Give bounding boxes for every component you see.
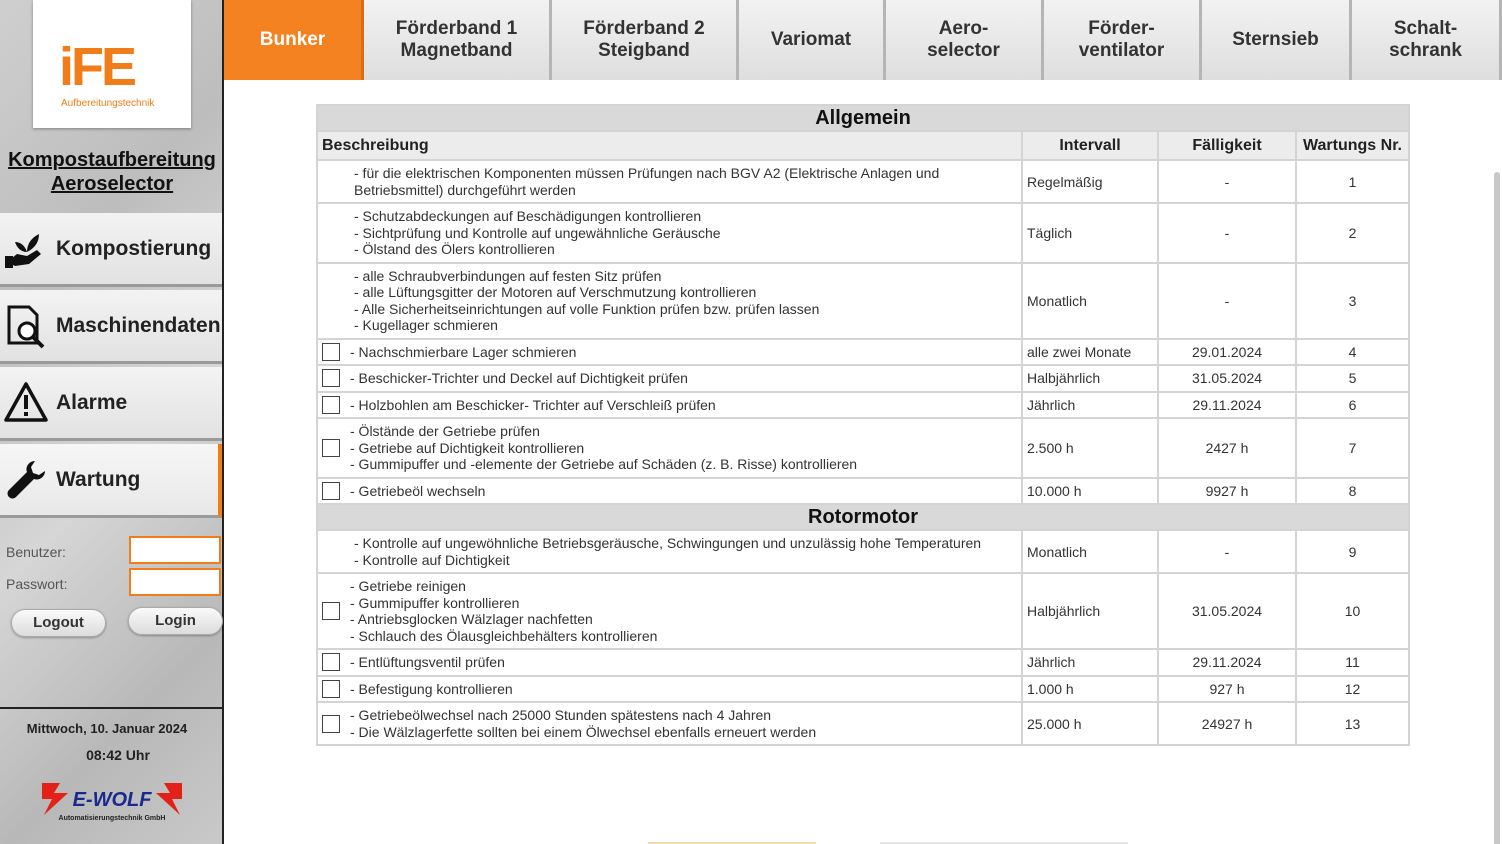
nav-item-maschinendaten[interactable] xyxy=(0,290,222,364)
row-number: 13 xyxy=(1296,702,1409,745)
description-line: - Ölstand des Ölers kontrollieren xyxy=(354,241,555,257)
tab-foerderband-2[interactable]: Förderband 2 Steigband xyxy=(552,0,739,80)
description-line: - Die Wälzlagerfette sollten bei einem Ölwechsel ebenfalls erneuert werden xyxy=(350,723,817,740)
sidebar xyxy=(0,0,224,844)
description-line: - Schutzabdeckungen auf Beschädigungen kontrollieren xyxy=(354,208,702,224)
row-number: 12 xyxy=(1296,676,1409,703)
row-description xyxy=(317,418,1022,478)
nav-label-kompostierung: Kompostierung xyxy=(56,236,212,260)
password-row xyxy=(6,568,220,598)
project-title-line1: Kompostaufbereitung xyxy=(8,149,216,171)
tab-sternsieb[interactable]: Sternsieb xyxy=(1202,0,1352,80)
row-number: 7 xyxy=(1296,418,1409,478)
table-row xyxy=(317,365,1409,392)
section-header xyxy=(317,105,1409,131)
tab-foerderventilator[interactable]: Förder- ventilator xyxy=(1044,0,1202,80)
row-interval: Halbjährlich xyxy=(1022,573,1158,649)
username-input[interactable] xyxy=(129,536,221,564)
description-lines xyxy=(322,208,1015,258)
description-lines xyxy=(322,654,1015,671)
column-header-due: Fälligkeit xyxy=(1158,131,1296,160)
row-due: - xyxy=(1158,263,1296,339)
brand-tagline: Automatisierungstechnik GmbH xyxy=(58,815,166,822)
row-number: 2 xyxy=(1296,203,1409,263)
password-label: Passwort: xyxy=(6,576,68,592)
row-number: 10 xyxy=(1296,573,1409,649)
description-lines xyxy=(322,578,1015,644)
row-interval: 25.000 h xyxy=(1022,702,1158,745)
tab-schaltschrank[interactable]: Schalt- schrank xyxy=(1352,0,1502,80)
tab-bar xyxy=(224,0,1502,80)
section-title: Rotormotor xyxy=(317,504,1409,530)
description-lines xyxy=(322,268,1015,334)
password-input[interactable] xyxy=(129,568,221,596)
table-row xyxy=(317,263,1409,339)
row-number: 4 xyxy=(1296,339,1409,366)
logo-subtitle: Aufbereitungstechnik xyxy=(61,98,155,109)
row-interval: Jährlich xyxy=(1022,649,1158,676)
description-line: - Befestigung kontrollieren xyxy=(350,680,513,697)
done-checkbox[interactable] xyxy=(322,343,340,361)
done-checkbox[interactable] xyxy=(322,482,340,500)
logout-button[interactable]: Logout xyxy=(11,609,106,637)
row-number: 5 xyxy=(1296,365,1409,392)
maintenance-table xyxy=(316,104,1410,746)
description-line: - Getriebeölwechsel nach 25000 Stunden spätestens nach 4 Jahren xyxy=(350,707,772,723)
username-row xyxy=(6,536,220,566)
done-checkbox[interactable] xyxy=(322,396,340,414)
done-checkbox[interactable] xyxy=(322,680,340,698)
done-checkbox[interactable] xyxy=(322,439,340,457)
description-lines xyxy=(322,344,1015,361)
row-description xyxy=(317,530,1022,573)
row-description xyxy=(317,365,1022,392)
description-line: - Entlüftungsventil prüfen xyxy=(350,654,505,670)
table-row xyxy=(317,573,1409,649)
description-lines xyxy=(322,397,1015,414)
row-description xyxy=(317,478,1022,505)
description-line: - Kugellager schmieren xyxy=(354,317,498,333)
current-time: 08:42 xyxy=(86,747,122,763)
tab-aeroselector[interactable]: Aero- selector xyxy=(886,0,1044,80)
row-number: 6 xyxy=(1296,392,1409,419)
row-number: 9 xyxy=(1296,530,1409,573)
section-header xyxy=(317,504,1409,530)
row-interval: Halbjährlich xyxy=(1022,365,1158,392)
column-header-nr: Wartungs Nr. xyxy=(1296,131,1409,160)
nav-item-kompostierung[interactable] xyxy=(0,213,222,287)
row-interval: alle zwei Monate xyxy=(1022,339,1158,366)
description-line: - Antriebsglocken Wälzlager nachfetten xyxy=(350,611,593,627)
description-lines xyxy=(322,423,1015,473)
nav-label-alarme: Alarme xyxy=(56,390,128,414)
wrench-icon xyxy=(2,456,50,504)
ife-logo xyxy=(33,0,191,128)
description-line: - alle Schraubverbindungen auf festen Sitz prüfen xyxy=(354,267,662,284)
hand-plant-icon xyxy=(2,225,50,273)
row-due: 24927 h xyxy=(1158,702,1296,745)
row-interval: Monatlich xyxy=(1022,263,1158,339)
document-search-icon xyxy=(2,302,50,350)
row-interval: 2.500 h xyxy=(1022,418,1158,478)
time-unit: Uhr xyxy=(125,747,150,763)
row-description xyxy=(317,339,1022,366)
column-header-description: Beschreibung xyxy=(317,131,1022,160)
login-button[interactable]: Login xyxy=(128,607,223,635)
row-due: 927 h xyxy=(1158,676,1296,703)
description-line: - Schlauch des Ölausgleichbehälters kontrollieren xyxy=(350,627,658,644)
row-interval: Regelmäßig xyxy=(1022,160,1158,203)
project-title[interactable] xyxy=(0,148,224,196)
section-title: Allgemein xyxy=(317,105,1409,131)
row-due: 2427 h xyxy=(1158,418,1296,478)
row-description xyxy=(317,203,1022,263)
description-line: - Nachschmierbare Lager schmieren xyxy=(350,343,577,360)
description-line: - Getriebe auf Dichtigkeit kontrollieren xyxy=(350,439,585,456)
row-description xyxy=(317,676,1022,703)
row-number: 8 xyxy=(1296,478,1409,505)
row-description xyxy=(317,649,1022,676)
current-date: Mittwoch, 10. Januar 2024 xyxy=(26,721,188,736)
description-line: - Gummipuffer kontrollieren xyxy=(350,594,520,611)
logo-text: iFE xyxy=(59,37,135,97)
description-line: - Beschicker-Trichter und Deckel auf Dichtigkeit prüfen xyxy=(350,370,688,386)
table-row xyxy=(317,160,1409,203)
row-due: - xyxy=(1158,530,1296,573)
table-row xyxy=(317,702,1409,745)
table-row xyxy=(317,649,1409,676)
row-description xyxy=(317,263,1022,339)
row-due: 31.05.2024 xyxy=(1158,365,1296,392)
row-interval: 10.000 h xyxy=(1022,478,1158,505)
row-due: 29.01.2024 xyxy=(1158,339,1296,366)
row-number: 11 xyxy=(1296,649,1409,676)
row-description xyxy=(317,702,1022,745)
vertical-scrollbar[interactable] xyxy=(1494,172,1500,844)
warning-icon xyxy=(2,379,50,427)
description-line: Betriebsmittel) durchgeführt werden xyxy=(354,181,576,198)
row-description xyxy=(317,392,1022,419)
description-lines xyxy=(322,535,1015,568)
table-row xyxy=(317,478,1409,505)
column-header-interval: Intervall xyxy=(1022,131,1158,160)
description-line: - Getriebeöl wechseln xyxy=(350,482,486,499)
description-lines xyxy=(322,681,1015,698)
description-lines xyxy=(322,707,1015,740)
row-interval: Täglich xyxy=(1022,203,1158,263)
done-checkbox[interactable] xyxy=(322,653,340,671)
row-interval: 1.000 h xyxy=(1022,676,1158,703)
description-line: - Ölstände der Getriebe prüfen xyxy=(350,423,540,439)
done-checkbox[interactable] xyxy=(322,369,340,387)
username-label: Benutzer: xyxy=(6,544,66,560)
description-line: - Kontrolle auf Dichtigkeit xyxy=(354,551,510,568)
row-description xyxy=(317,573,1022,649)
table-row xyxy=(317,530,1409,573)
row-due: - xyxy=(1158,160,1296,203)
table-row xyxy=(317,392,1409,419)
row-interval: Monatlich xyxy=(1022,530,1158,573)
tab-foerderband-1[interactable]: Förderband 1 Magnetband xyxy=(364,0,552,80)
description-line: - Getriebe reinigen xyxy=(350,578,466,594)
table-row xyxy=(317,339,1409,366)
row-due: 29.11.2024 xyxy=(1158,649,1296,676)
done-checkbox[interactable] xyxy=(322,715,340,733)
row-due: 31.05.2024 xyxy=(1158,573,1296,649)
description-line: - alle Lüftungsgitter der Motoren auf Verschmutzung kontrollieren xyxy=(354,284,757,300)
nav-item-wartung[interactable] xyxy=(0,444,222,518)
brand-name: E-WOLF xyxy=(72,789,152,811)
sidebar-divider xyxy=(0,707,222,709)
description-lines xyxy=(322,165,1015,198)
e-wolf-logo xyxy=(40,775,184,827)
row-number: 1 xyxy=(1296,160,1409,203)
maintenance-panel xyxy=(224,80,1502,844)
nav-label-maschinendaten: Maschinendaten xyxy=(56,313,221,337)
row-interval: Jährlich xyxy=(1022,392,1158,419)
description-line: - Sichtprüfung und Kontrolle auf ungewähnliche Geräusche xyxy=(354,224,721,241)
row-number: 3 xyxy=(1296,263,1409,339)
description-line: - Holzbohlen am Beschicker- Trichter auf Verschleiß prüfen xyxy=(350,396,716,413)
description-line: - Gummipuffer und -elemente der Getriebe auf Schäden (z. B. Risse) kontrollieren xyxy=(350,456,858,472)
nav-item-alarme[interactable] xyxy=(0,367,222,441)
row-due: 29.11.2024 xyxy=(1158,392,1296,419)
nav-label-wartung: Wartung xyxy=(56,467,141,491)
done-checkbox[interactable] xyxy=(322,602,340,620)
tab-bunker[interactable]: Bunker xyxy=(224,0,364,80)
current-time-display xyxy=(0,747,236,763)
tab-variomat[interactable]: Variomat xyxy=(739,0,886,80)
table-row xyxy=(317,418,1409,478)
row-description xyxy=(317,160,1022,203)
table-row xyxy=(317,203,1409,263)
row-due: 9927 h xyxy=(1158,478,1296,505)
project-title-line2: Aeroselector xyxy=(50,173,174,195)
column-header-row xyxy=(317,131,1409,160)
description-line: - für die elektrischen Komponenten müssen Prüfungen nach BGV A2 (Elektrische Anlagen und xyxy=(354,165,940,181)
table-row xyxy=(317,676,1409,703)
description-lines xyxy=(322,483,1015,500)
description-line: - Alle Sicherheitseinrichtungen auf volle Funktion prüfen bzw. prüfen lassen xyxy=(354,300,820,317)
description-lines xyxy=(322,370,1015,387)
description-line: - Kontrolle auf ungewöhnliche Betriebsgeräusche, Schwingungen und unzulässig hohe Temperaturen xyxy=(354,535,982,551)
row-due: - xyxy=(1158,203,1296,263)
